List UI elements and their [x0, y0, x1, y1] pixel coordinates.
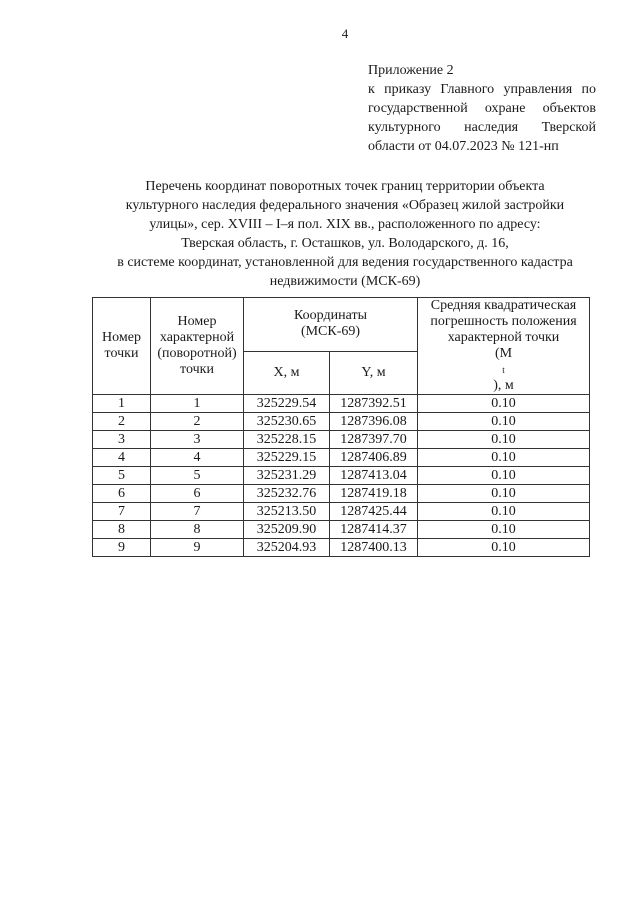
header-error: Средняя квадратическая погрешность положения характерной точки (M t ), м [418, 298, 590, 395]
cell-y: 1287406.89 [330, 449, 418, 467]
cell-err: 0.10 [418, 467, 590, 485]
cell-x: 325230.65 [244, 413, 330, 431]
cell-char: 4 [151, 449, 244, 467]
appendix-line: к приказу Главного управления по [368, 82, 596, 97]
table-row [93, 395, 590, 413]
cell-y: 1287396.08 [330, 413, 418, 431]
table-row [93, 539, 590, 557]
cell-char: 1 [151, 395, 244, 413]
cell-num: 5 [93, 467, 151, 485]
cell-y: 1287413.04 [330, 467, 418, 485]
cell-char: 8 [151, 521, 244, 539]
title-line: в системе координат, установленной для ведения государственного кадастра [117, 255, 573, 270]
title-line: Тверская область, г. Осташков, ул. Володарского, д. 16, [181, 236, 509, 251]
table-body [93, 395, 590, 557]
cell-x: 325228.15 [244, 431, 330, 449]
title-line: Перечень координат поворотных точек границ территории объекта [145, 179, 545, 194]
cell-y: 1287397.70 [330, 431, 418, 449]
header-y: Y, м [330, 351, 418, 394]
appendix-line: государственной охране объектов [368, 101, 596, 116]
cell-err: 0.10 [418, 413, 590, 431]
cell-err: 0.10 [418, 485, 590, 503]
cell-err: 0.10 [418, 431, 590, 449]
cell-char: 2 [151, 413, 244, 431]
cell-x: 325231.29 [244, 467, 330, 485]
cell-err: 0.10 [418, 521, 590, 539]
cell-num: 3 [93, 431, 151, 449]
table-row [93, 503, 590, 521]
appendix-line: Приложение 2 [368, 63, 454, 78]
cell-x: 325229.15 [244, 449, 330, 467]
table-row [93, 431, 590, 449]
cell-err: 0.10 [418, 395, 590, 413]
cell-y: 1287414.37 [330, 521, 418, 539]
cell-char: 5 [151, 467, 244, 485]
header-coordinates: Координаты (МСК-69) [244, 298, 418, 352]
cell-y: 1287392.51 [330, 395, 418, 413]
cell-y: 1287425.44 [330, 503, 418, 521]
table-row [93, 413, 590, 431]
coordinates-table [92, 297, 590, 557]
cell-x: 325229.54 [244, 395, 330, 413]
header-point-number: Номер точки [93, 298, 151, 395]
title-line: недвижимости (МСК-69) [269, 274, 421, 289]
table-row [93, 449, 590, 467]
table-row [93, 521, 590, 539]
table-row [93, 485, 590, 503]
cell-x: 325213.50 [244, 503, 330, 521]
cell-num: 8 [93, 521, 151, 539]
cell-y: 1287419.18 [330, 485, 418, 503]
appendix-line: культурного наследия Тверской [368, 120, 596, 135]
table-row [93, 467, 590, 485]
title-line: культурного наследия федерального значения «Образец жилой застройки [125, 198, 565, 213]
header-x: X, м [244, 351, 330, 394]
cell-num: 9 [93, 539, 151, 557]
title-line: улицы», сер. XVIII – I–я пол. XIX вв., расположенного по адресу: [149, 217, 541, 232]
cell-char: 7 [151, 503, 244, 521]
cell-x: 325232.76 [244, 485, 330, 503]
cell-num: 2 [93, 413, 151, 431]
cell-err: 0.10 [418, 503, 590, 521]
cell-char: 6 [151, 485, 244, 503]
cell-char: 9 [151, 539, 244, 557]
cell-err: 0.10 [418, 449, 590, 467]
cell-char: 3 [151, 431, 244, 449]
cell-num: 1 [93, 395, 151, 413]
page-number: 4 [341, 26, 349, 41]
header-char-point-number: Номер характерной (поворотной) точки [151, 298, 244, 395]
cell-y: 1287400.13 [330, 539, 418, 557]
appendix-line: области от 04.07.2023 № 121-нп [368, 139, 559, 154]
cell-err: 0.10 [418, 539, 590, 557]
cell-x: 325204.93 [244, 539, 330, 557]
appendix-note [368, 61, 596, 156]
cell-num: 7 [93, 503, 151, 521]
document-title [90, 177, 600, 291]
cell-num: 6 [93, 485, 151, 503]
cell-x: 325209.90 [244, 521, 330, 539]
cell-num: 4 [93, 449, 151, 467]
